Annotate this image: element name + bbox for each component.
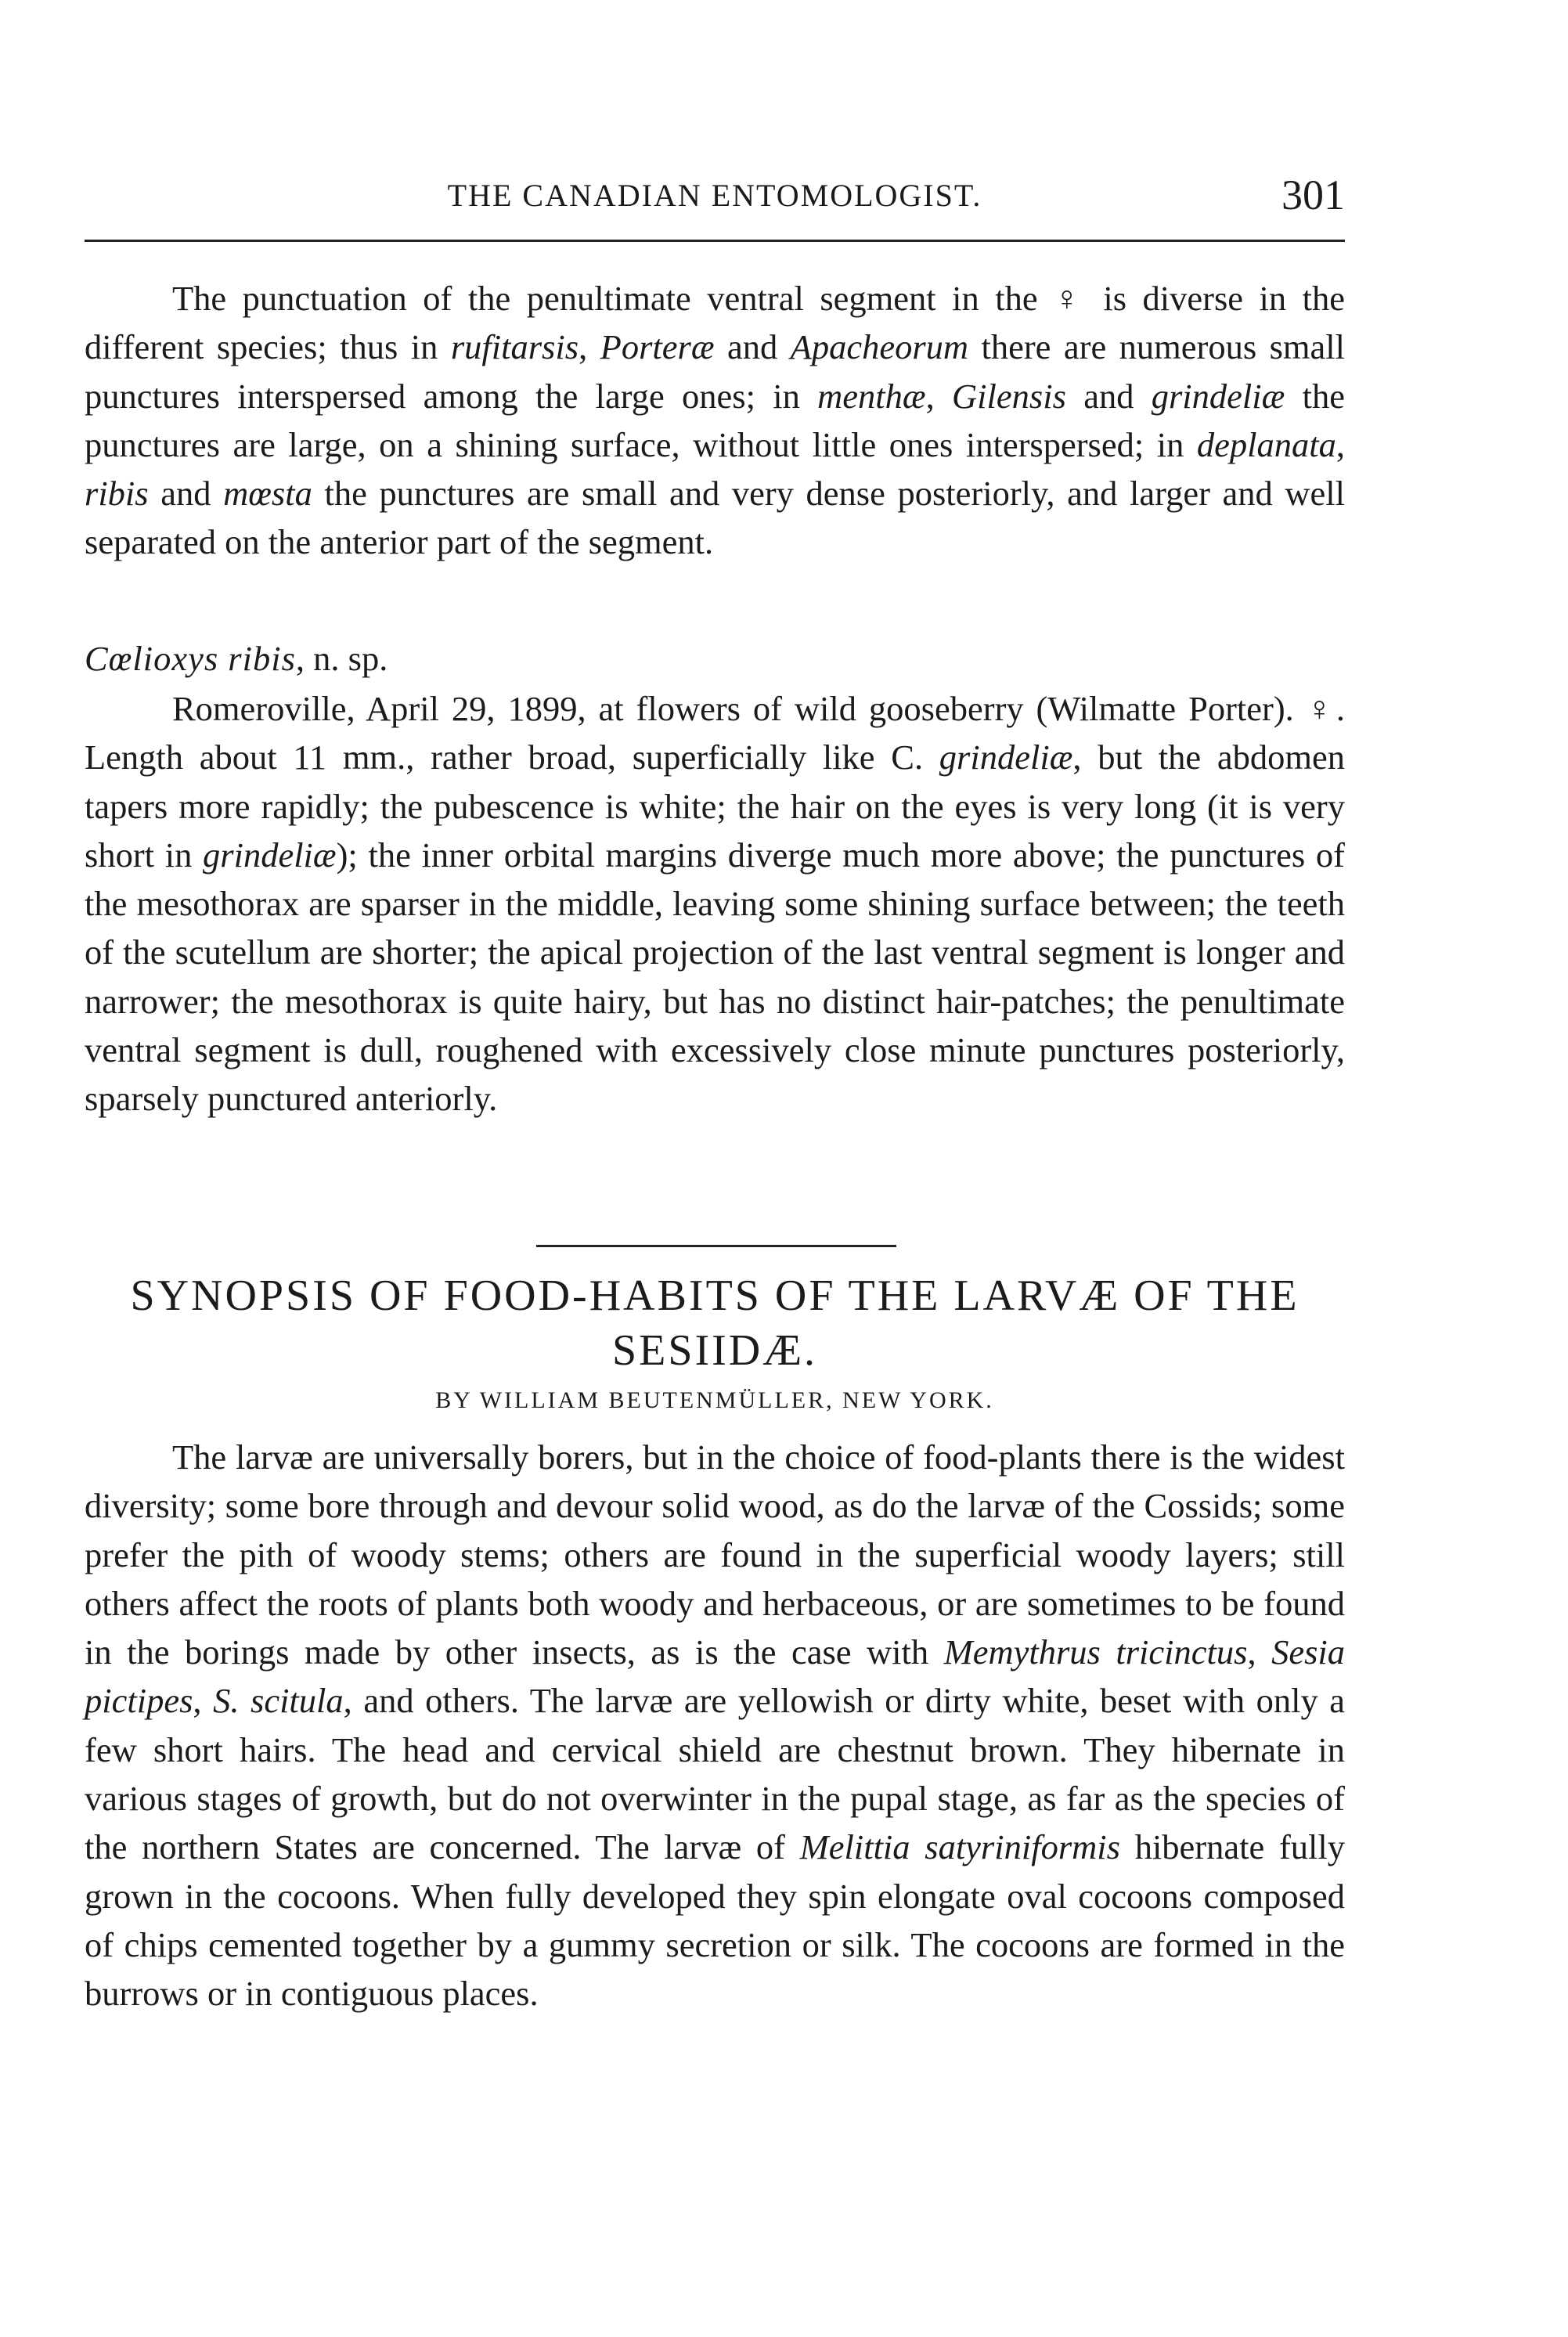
section-divider: [536, 1245, 896, 1247]
species-description-paragraph: [85, 684, 1345, 1123]
text-run: ,: [925, 376, 953, 416]
species-name: deplanata: [1196, 424, 1336, 464]
text-run: ,: [193, 1681, 214, 1721]
species-name: Apacheorum: [790, 327, 969, 367]
species-heading: [85, 634, 1345, 683]
species-name: rufitarsis: [450, 327, 579, 367]
punctuation-paragraph-block: [85, 274, 1345, 567]
running-head: [85, 171, 1345, 221]
article-byline: BY WILLIAM BEUTENMÜLLER, NEW YORK.: [435, 1387, 994, 1413]
text-run: The punctuation of the penultimate ventral segment in the ♀ is diverse in the different species; thus in: [85, 279, 1345, 367]
species-name: S. scitula: [213, 1681, 344, 1721]
species-name: Gilensis: [952, 376, 1066, 416]
species-name: menthæ: [817, 376, 926, 416]
text-run: Romeroville, April 29, 1899, at flowers of wild gooseberry (Wilmatte Porter). ♀. Length about 11 mm., rather broad, superficially like C.: [85, 689, 1345, 777]
text-run: ,: [1336, 424, 1345, 464]
text-run: hibernate fully grown in the cocoons. When fully developed they spin elongate oval cocoons composed of chips cemented together by a gummy secretion or silk. The cocoons are formed in the burrows or in contiguous places.: [85, 1827, 1345, 2014]
text-run: ,: [1247, 1632, 1272, 1672]
species-name: grindeliæ: [1151, 376, 1285, 416]
article-title: SYNOPSIS OF FOOD-HABITS OF THE LARVÆ OF THE SESIIDÆ.: [130, 1271, 1299, 1375]
species-name: Sesia pictipes: [85, 1632, 1346, 1721]
species-heading-suffix: , n. sp.: [295, 639, 388, 678]
text-run: the punctures are large, on a shining surface, without little ones interspersed; in: [85, 376, 1345, 464]
running-title: THE CANADIAN ENTOMOLOGIST.: [447, 178, 982, 213]
text-run: the punctures are small and very dense posteriorly, and larger and well separated on the anterior part of the segment.: [85, 474, 1345, 562]
text-run: , but the abdomen tapers more rapidly; the pubescence is white; the hair on the eyes is very long (it is very short in: [85, 738, 1345, 875]
species-name: grindeliæ: [203, 835, 337, 875]
text-run: The larvæ are universally borers, but in the choice of food-plants there is the widest diversity; some bore through and devour solid wood, as do the larvæ of the Cossids; some prefer the pith of woody stems; others are found in the superficial woody layers; still others affect the roots of plants both woody and herbaceous, or are sometimes to be found in the borings made by other insects, as is the case with: [85, 1437, 1345, 1672]
header-rule: [85, 240, 1345, 242]
text-run: , and others. The larvæ are yellowish or dirty white, beset with only a few short hairs. The head and cervical shield are chestnut brown. They hibernate in various stages of growth, but do not overwinter in the pupal stage, as far as the species of the northern States are concerned. The larvæ of: [85, 1681, 1345, 1867]
text-run: there are numerous small punctures interspersed among the large ones; in: [85, 327, 1345, 416]
species-description-block: [85, 684, 1345, 1123]
species-name: Memythrus tricinctus: [943, 1632, 1248, 1672]
species-heading-name: Cœlioxys ribis: [85, 639, 296, 678]
text-run: and: [714, 327, 791, 367]
species-name: grindeliæ: [939, 738, 1073, 777]
text-run: ,: [579, 327, 600, 367]
species-name: Melittia satyriniformis: [799, 1827, 1120, 1867]
text-run: and: [1065, 376, 1152, 416]
species-name: mœsta: [223, 474, 312, 514]
synopsis-paragraph-block: [85, 1433, 1345, 2018]
page-number: 301: [1281, 171, 1345, 218]
text-run: ); the inner orbital margins diverge much more above; the punctures of the mesothorax are sparser in the middle, leaving some shining surface between; the teeth of the scutellum are shorter; the apical projection of the last ventral segment is longer and narrower; the mesothorax is quite hairy, but has no distinct hair-patches; the penultimate ventral segment is dull, roughened with excessively close minute punctures posteriorly, sparsely punctured anteriorly.: [85, 835, 1345, 1119]
text-run: and: [148, 474, 224, 514]
synopsis-paragraph: [85, 1433, 1345, 2018]
species-name: Porteræ: [600, 327, 715, 367]
species-name: ribis: [85, 474, 149, 514]
punctuation-paragraph: [85, 274, 1345, 567]
